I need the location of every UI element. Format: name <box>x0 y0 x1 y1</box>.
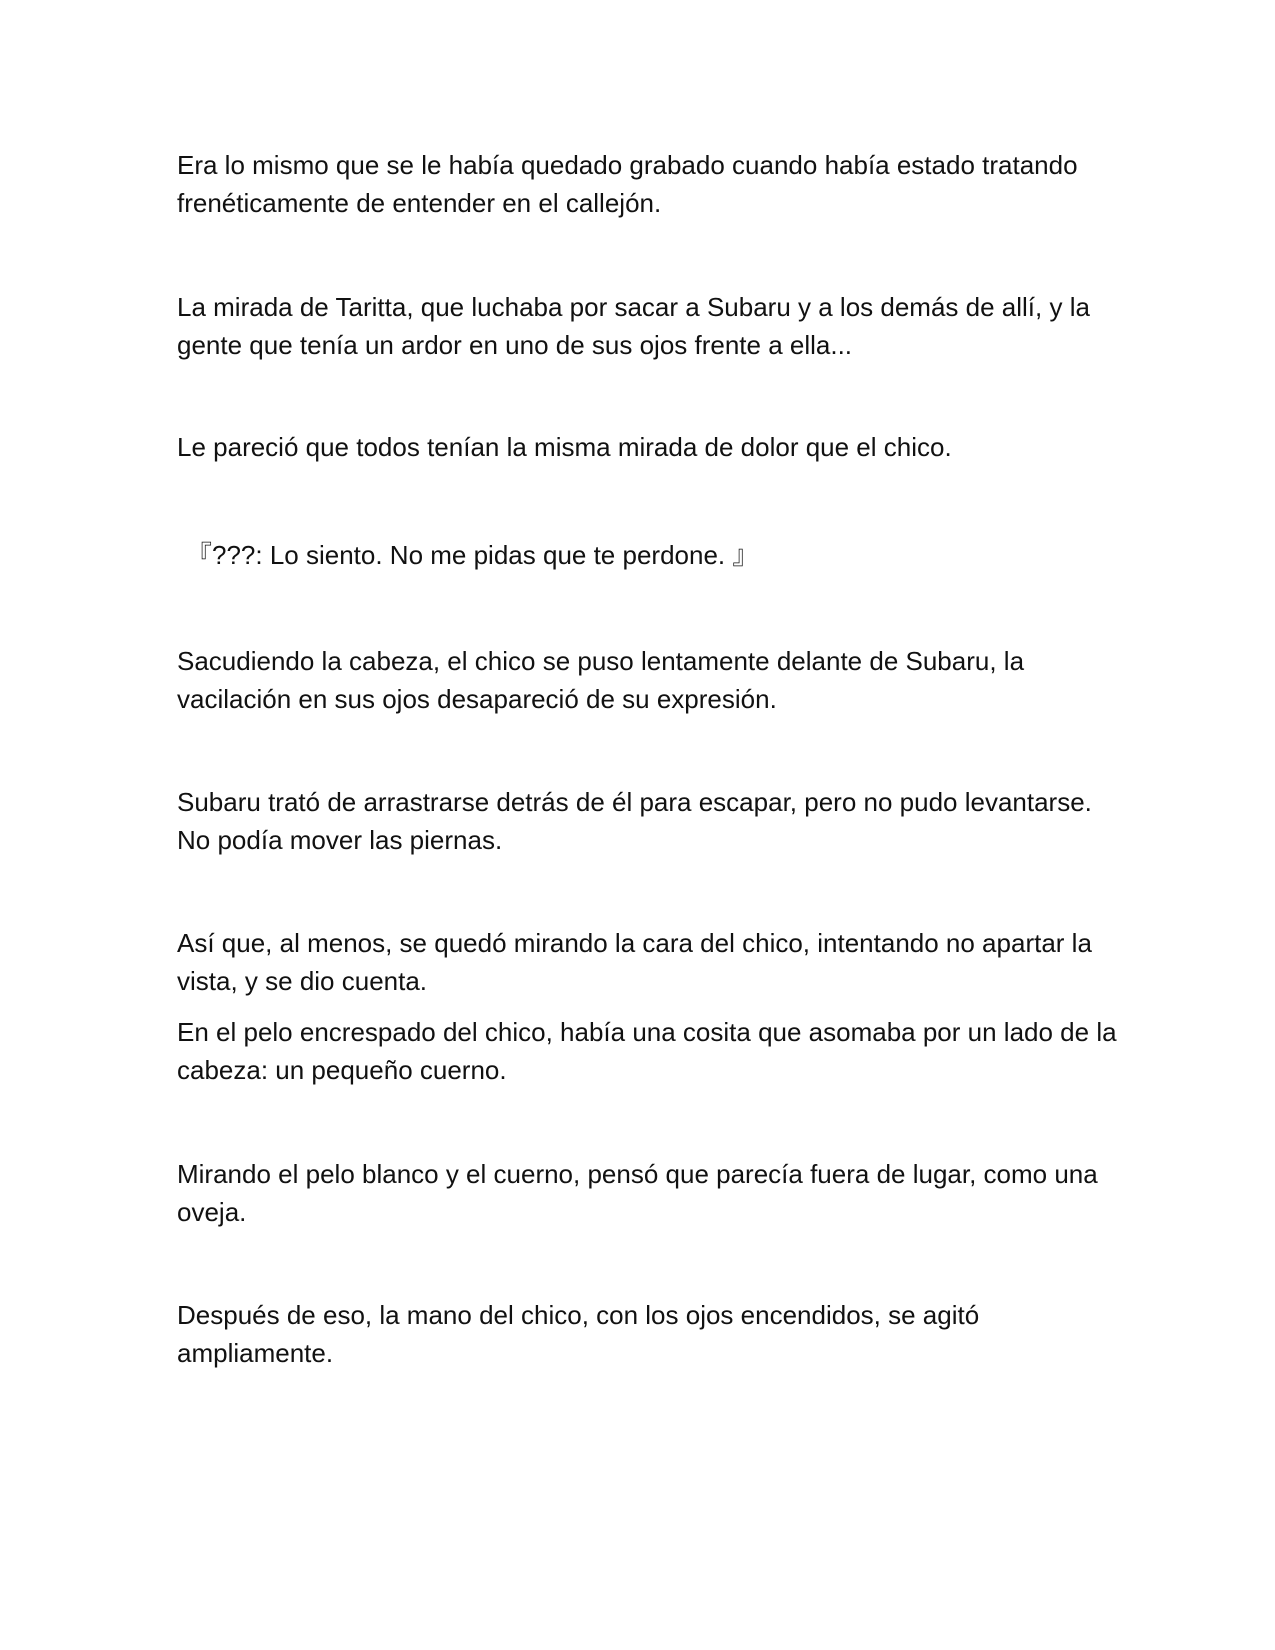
paragraph-5: Sacudiendo la cabeza, el chico se puso lentamente delante de Subaru, la vacilación en sus ojos desapareció de su expresión. <box>177 646 1025 714</box>
paragraph-9: Mirando el pelo blanco y el cuerno, pensó que parecía fuera de lugar, como una oveja. <box>177 1159 1098 1227</box>
paragraph-8: En el pelo encrespado del chico, había una cosita que asomaba por un lado de la cabeza: un pequeño cuerno. <box>177 1017 1117 1085</box>
paragraph-7: Así que, al menos, se quedó mirando la cara del chico, intentando no apartar la vista, y se dio cuenta. <box>177 928 1092 996</box>
paragraph-3: Le pareció que todos tenían la misma mirada de dolor que el chico. <box>177 432 952 462</box>
dialogue-quote: 『???: Lo siento. No me pidas que te perdone. 』 <box>186 540 759 570</box>
paragraph-6: Subaru trató de arrastrarse detrás de él para escapar, pero no pudo levantarse. No podía mover las piernas. <box>177 787 1092 855</box>
paragraph-1: Era lo mismo que se le había quedado grabado cuando había estado tratando frenéticamente de entender en el callejón. <box>177 150 1078 218</box>
paragraph-2: La mirada de Taritta, que luchaba por sacar a Subaru y a los demás de allí, y la gente que tenía un ardor en uno de sus ojos frente a ella... <box>177 292 1090 360</box>
paragraph-10: Después de eso, la mano del chico, con los ojos encendidos, se agitó ampliamente. <box>177 1300 980 1368</box>
